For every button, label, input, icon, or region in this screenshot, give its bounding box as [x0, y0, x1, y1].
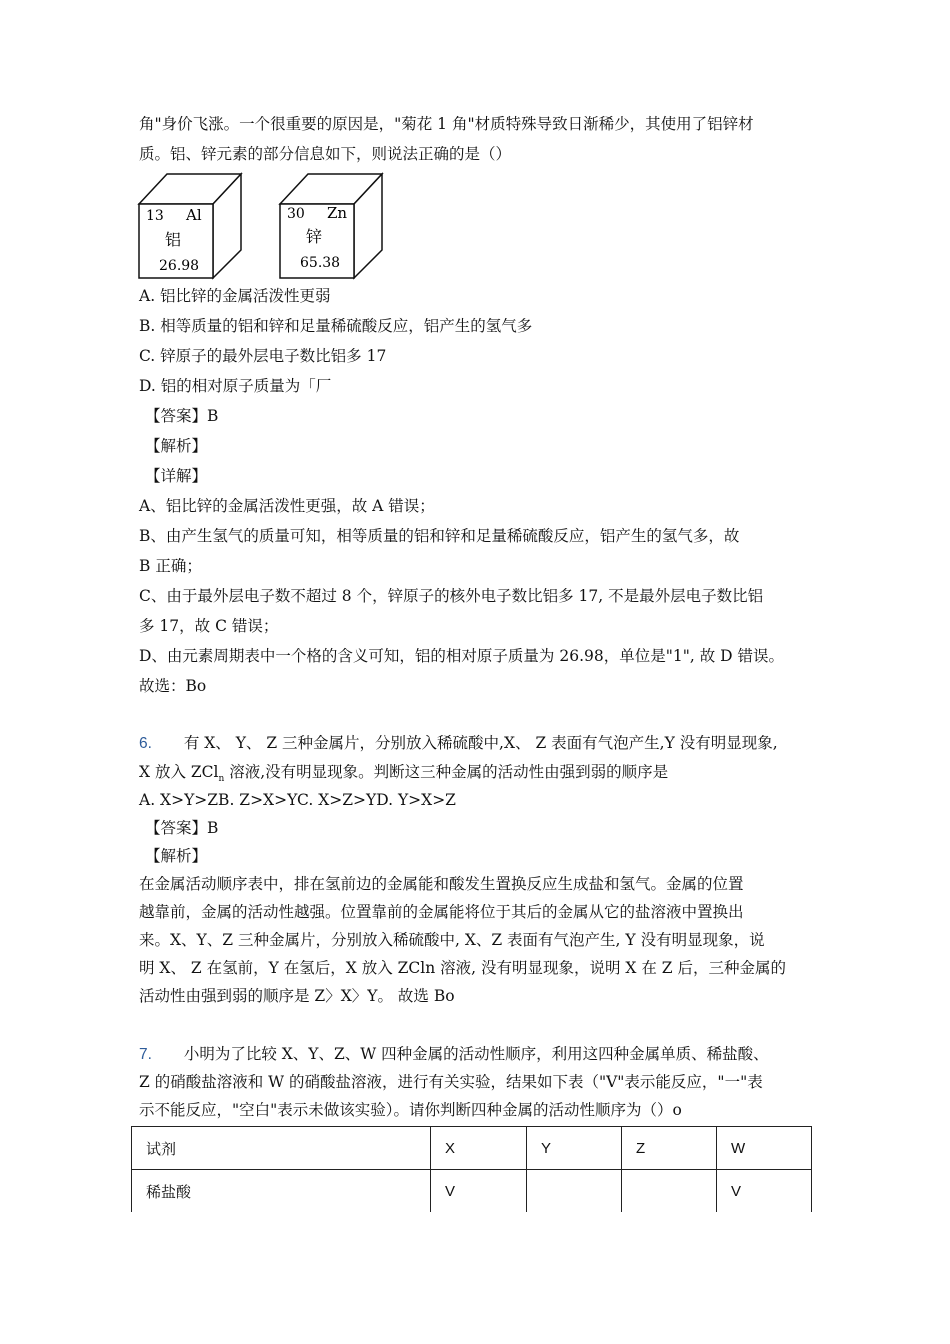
aluminum-element-cube [137, 172, 245, 280]
q7-stem-line-3: 示不能反应，"空白"表示未做该实验）。请你判断四种金属的活动性顺序为（）o [139, 1101, 682, 1119]
q7-stem-line-2: Z 的硝酸盐溶液和 W 的硝酸盐溶液，进行有关实验，结果如下表（"V"表示能反应，"一"表 [139, 1073, 763, 1091]
header-x: X [431, 1127, 527, 1170]
header-reagent: 试剂 [132, 1127, 431, 1170]
q6-answer: 【答案】B [145, 819, 219, 837]
q5-explanation-b: B、由产生氢气的质量可知，相等质量的铝和锌和足量稀硫酸反应，铝产生的氢气多，故 [139, 527, 740, 545]
q6-explanation-5: 活动性由强到弱的顺序是 Z〉X〉Y。 故选 Bo [139, 987, 455, 1005]
q5-option-c: C. 锌原子的最外层电子数比铝多 17 [139, 347, 387, 365]
zinc-element-cube [278, 172, 386, 280]
header-z: Z [622, 1127, 717, 1170]
q5-option-a: A. 铝比锌的金属活泼性更弱 [139, 287, 331, 305]
q5-conclusion: 故选：Bo [139, 677, 207, 695]
q5-option-d: D. 铝的相对原子质量为「厂 [139, 377, 332, 395]
q7-stem-text: 小明为了比较 X、Y、Z、W 四种金属的活动性顺序，利用这四种金属单质、稀盐酸、 [183, 1045, 769, 1063]
cell-y [527, 1170, 622, 1213]
header-w: W [717, 1127, 812, 1170]
q5-detail-label: 【详解】 [145, 467, 208, 485]
zn-name: 锌 [306, 227, 323, 246]
q5-explanation-c: C、由于最外层电子数不超过 8 个，锌原子的核外电子数比铝多 17, 不是最外层电子数比铝 [139, 587, 764, 605]
q6-stem-text: 有 X、 Y、 Z 三种金属片，分别放入稀硫酸中,X、 Z 表面有气泡产生,Y 没有明显现象, [183, 734, 778, 752]
q5-option-b: B. 相等质量的铝和锌和足量稀硫酸反应，铝产生的氢气多 [139, 317, 533, 335]
q5-explanation-c-cont: 多 17，故 C 错误； [139, 617, 279, 635]
zn-mass: 65.38 [300, 255, 341, 271]
q6-stem-line-1 [139, 733, 778, 754]
al-symbol: Al [186, 206, 202, 224]
q5-explanation-d: D、由元素周期表中一个格的含义可知，铝的相对原子质量为 26.98，单位是"1", 故 D 错误。 [139, 647, 784, 665]
q6-stem-post: 溶液,没有明显现象。判断这三种金属的活动性由强到弱的顺序是 [224, 763, 669, 781]
q5-answer: 【答案】B [145, 407, 219, 425]
q6-analysis-label: 【解析】 [145, 847, 208, 865]
cell-z [622, 1170, 717, 1213]
al-name: 铝 [165, 230, 182, 249]
row-reagent: 稀盐酸 [132, 1170, 431, 1213]
q6-stem-pre: X 放入 ZCl [139, 763, 219, 781]
q5-explanation-b-cont: B 正确； [139, 557, 202, 575]
q6-options: A. X>Y>ZB. Z>X>YC. X>Z>YD. Y>X>Z [139, 791, 456, 809]
al-atomic-number: 13 [146, 208, 164, 224]
q6-number: 6. [139, 735, 152, 752]
intro-line-1: 角"身价飞涨。一个很重要的原因是，"菊花 1 角"材质特殊导致日渐稀少，其使用了铝锌材 [139, 115, 754, 133]
q7-number: 7. [139, 1046, 152, 1063]
table-row [132, 1170, 812, 1213]
q5-explanation-a: A、铝比锌的金属活泼性更强，故 A 错误； [139, 497, 435, 515]
header-y: Y [527, 1127, 622, 1170]
q5-analysis-label: 【解析】 [145, 437, 208, 455]
intro-line-2: 质。铝、锌元素的部分信息如下，则说法正确的是（） [139, 145, 512, 163]
q7-stem-line-1 [139, 1044, 769, 1065]
q6-explanation-4: 明 X、 Z 在氢前，Y 在氢后，X 放入 ZCln 溶液, 没有明显现象，说明 X 在 Z 后，三种金属的 [139, 959, 786, 977]
q7-results-table [131, 1126, 812, 1212]
zn-atomic-number: 30 [287, 206, 305, 222]
zn-symbol: Zn [327, 204, 348, 222]
q6-explanation-2: 越靠前，金属的活动性越强。位置靠前的金属能将位于其后的金属从它的盐溶液中置换出 [139, 903, 744, 921]
cell-x: V [431, 1170, 527, 1213]
q6-explanation-1: 在金属活动顺序表中，排在氢前边的金属能和酸发生置换反应生成盐和氢气。金属的位置 [139, 875, 744, 893]
q6-stem-sub: n [218, 774, 225, 785]
table-header-row [132, 1127, 812, 1170]
q6-stem-line-2 [139, 762, 668, 789]
al-mass: 26.98 [159, 258, 200, 274]
q6-explanation-3: 来。X、Y、Z 三种金属片，分别放入稀硫酸中, X、Z 表面有气泡产生, Y 没有明显现象，说 [139, 931, 765, 949]
cell-w: V [717, 1170, 812, 1213]
